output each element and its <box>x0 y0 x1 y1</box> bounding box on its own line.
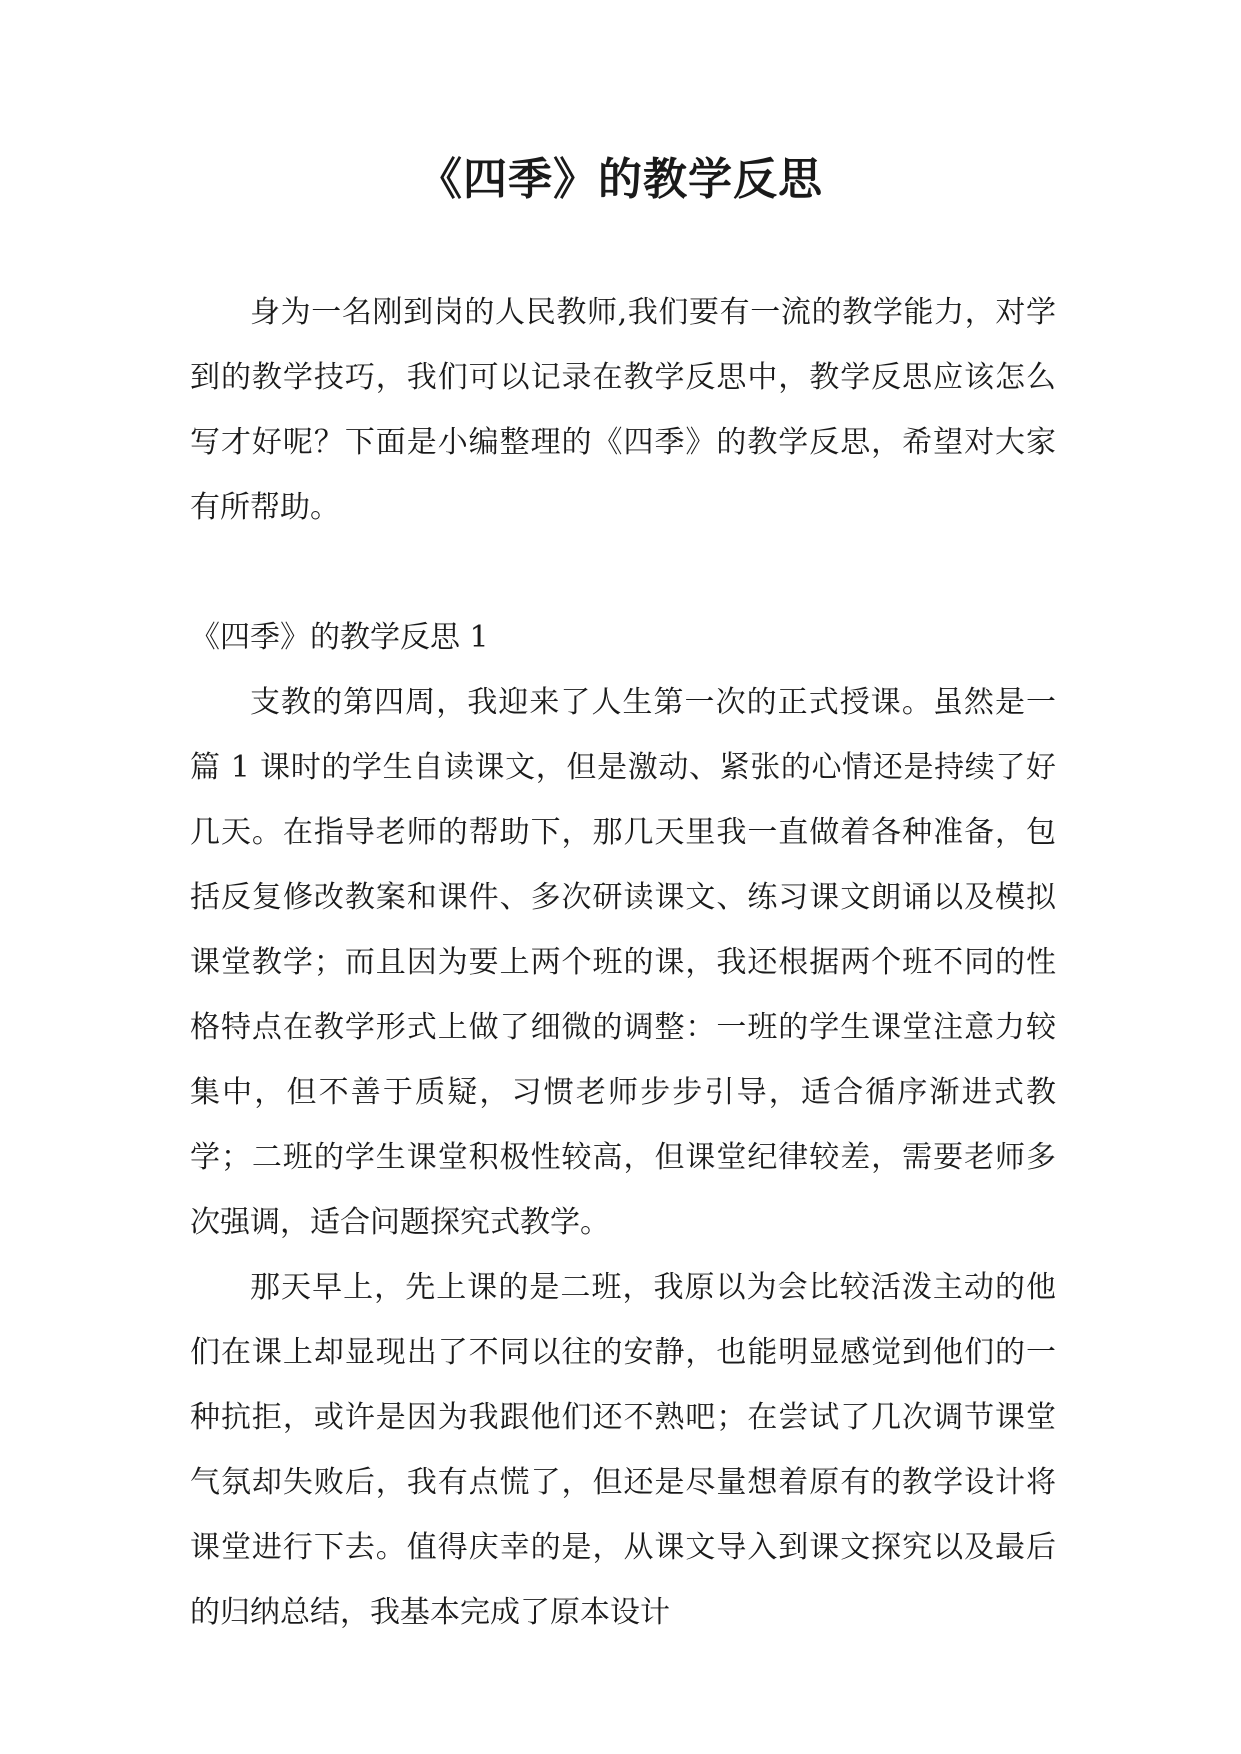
document-body <box>190 280 1056 1645</box>
body-paragraph-2: 那天早上，先上课的是二班，我原以为会比较活泼主动的他们在课上却显现出了不同以往的安静，也能明显感觉到他们的一种抗拒，或许是因为我跟他们还不熟吧；在尝试了几次调节课堂气氛却失败后，我有点慌了，但还是尽量想着原有的教学设计将课堂进行下去。值得庆幸的是，从课文导入到课文探究以及最后的归纳总结，我基本完成了原本设计 <box>190 1270 1056 1630</box>
intro-paragraph: 身为一名刚到岗的人民教师,我们要有一流的教学能力，对学到的教学技巧，我们可以记录在教学反思中，教学反思应该怎么写才好呢？下面是小编整理的《四季》的教学反思，希望对大家有所帮助。 <box>190 295 1056 525</box>
document-title: 《四季》的教学反思 <box>418 154 823 205</box>
section-heading: 《四季》的教学反思 1 <box>190 620 489 655</box>
body-paragraph-1: 支教的第四周，我迎来了人生第一次的正式授课。虽然是一篇 1 课时的学生自读课文，但是激动、紧张的心情还是持续了好几天。在指导老师的帮助下，那几天里我一直做着各种准备，包括反复修改教案和课件、多次研读课文、练习课文朗诵以及模拟课堂教学；而且因为要上两个班的课，我还根据两个班不同的性格特点在教学形式上做了细微的调整：一班的学生课堂注意力较集中，但不善于质疑，习惯老师步步引导，适合循序渐进式教学；二班的学生课堂积极性较高，但课堂纪律较差，需要老师多次强调，适合问题探究式教学。 <box>190 685 1056 1240</box>
